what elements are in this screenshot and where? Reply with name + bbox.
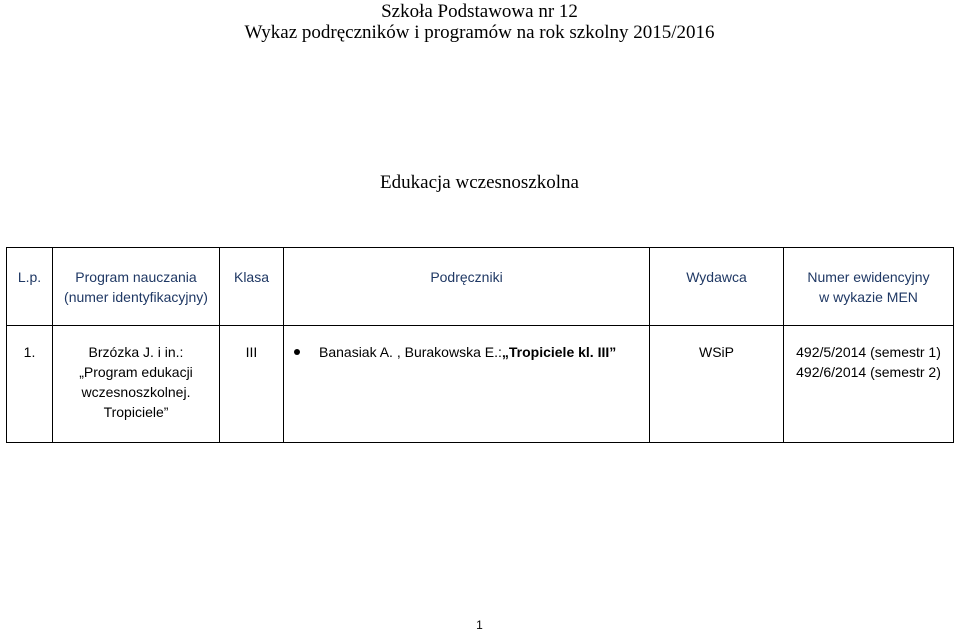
table-row (7, 326, 954, 443)
cell-program-line1: Brzózka J. i in.: (88, 344, 184, 360)
cell-program-line2: „Program edukacji (79, 364, 193, 380)
cell-program-line3: wczesnoszkolnej. (81, 384, 191, 400)
column-header-wydawca-label: Wydawca (686, 269, 747, 285)
column-header-program (53, 248, 220, 326)
cell-klasa-value: III (245, 344, 258, 360)
column-header-podreczniki (284, 248, 650, 326)
column-header-klasa-label: Klasa (233, 269, 270, 285)
cell-wydawca-value: WSiP (699, 344, 734, 360)
column-header-klasa (220, 248, 284, 326)
column-header-lp (7, 248, 53, 326)
cell-wydawca (650, 326, 784, 443)
book-title: „Tropiciele kl. III” (501, 344, 617, 360)
textbook-table (6, 247, 954, 443)
column-header-numer-line1: Numer ewidencyjny (807, 269, 930, 285)
cell-numer-semester2: 492/6/2014 (semestr 2) (796, 364, 941, 380)
book-entry (284, 342, 649, 362)
book-authors: Banasiak A. , Burakowska E.: (319, 344, 502, 360)
cell-numer (784, 326, 954, 443)
school-title: Szkoła Podstawowa nr 12 (381, 1, 578, 22)
column-header-lp-label: L.p. (17, 269, 42, 285)
cell-program-line4: Tropiciele” (103, 404, 169, 420)
cell-program (53, 326, 220, 443)
column-header-wydawca (650, 248, 784, 326)
cell-podreczniki (284, 326, 650, 443)
column-header-numer-line2: w wykazie MEN (819, 289, 918, 305)
cell-klasa (220, 326, 284, 443)
column-header-program-line1: Program nauczania (75, 269, 197, 285)
table-header-row (7, 248, 954, 326)
page-number: 1 (476, 618, 483, 632)
document-title: Wykaz podręczników i programów na rok szkolny 2015/2016 (244, 22, 715, 43)
column-header-podreczniki-label: Podręczniki (430, 269, 503, 285)
cell-lp-value: 1. (23, 344, 36, 360)
bullet-icon (294, 349, 300, 355)
section-title: Edukacja wczesnoszkolna (380, 172, 579, 193)
column-header-program-line2: (numer identyfikacyjny) (64, 289, 208, 305)
cell-numer-semester1: 492/5/2014 (semestr 1) (796, 344, 941, 360)
cell-lp (7, 326, 53, 443)
column-header-numer (784, 248, 954, 326)
